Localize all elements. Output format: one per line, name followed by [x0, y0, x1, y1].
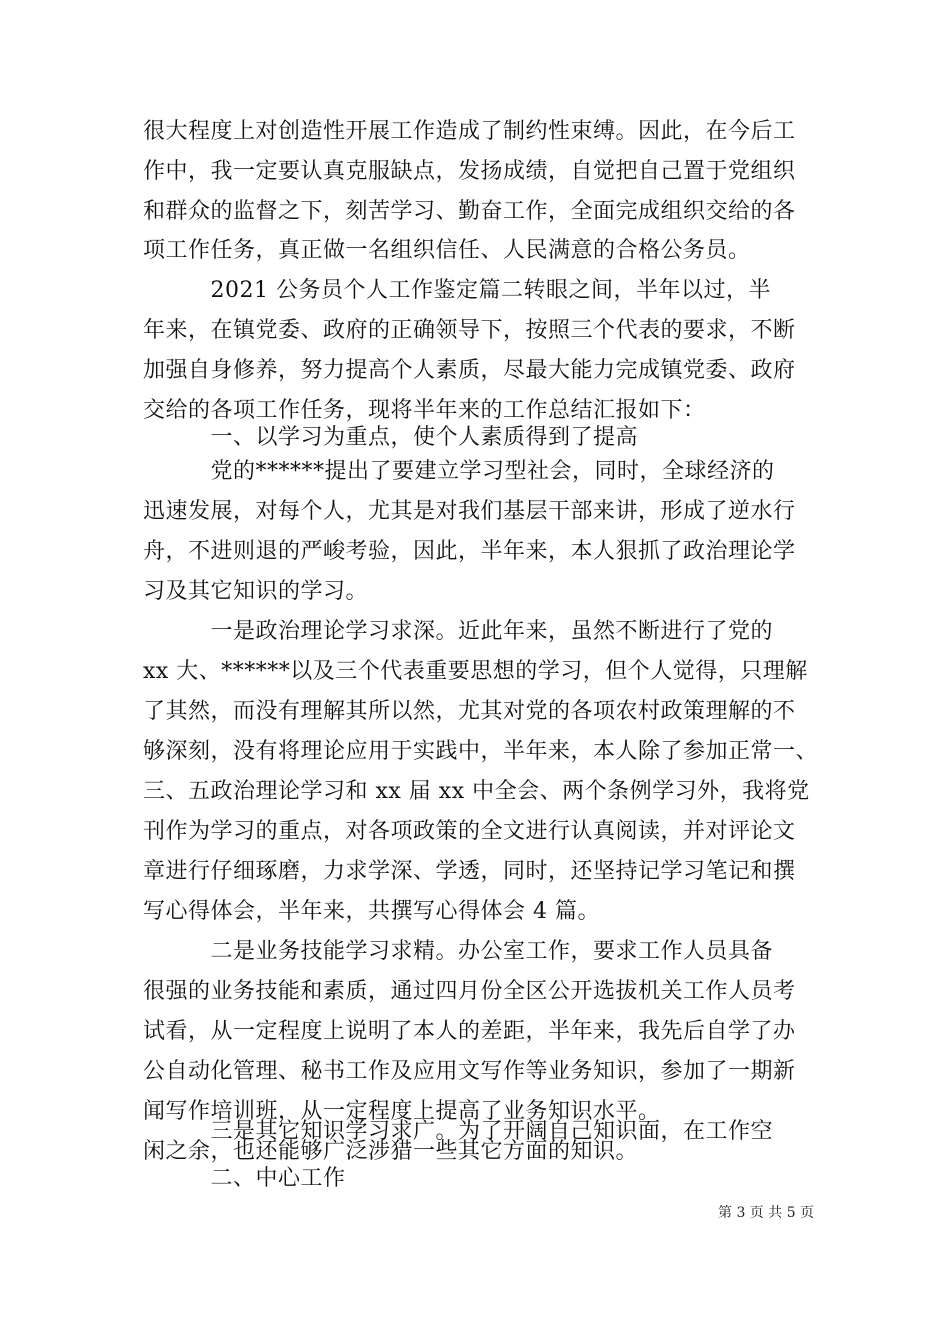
- section-heading: 一、以学习为重点，使个人素质得到了提高: [143, 425, 639, 450]
- text-line: xx 大、******以及三个代表重要思想的学习，但个人觉得，只理解: [143, 659, 808, 684]
- text-line: 试看，从一定程度上说明了本人的差距，半年来，我先后自学了办: [143, 1019, 796, 1044]
- text-line: 三、五政治理论学习和 xx 届 xx 中全会、两个条例学习外，我将党: [143, 779, 810, 804]
- text-line: 很强的业务技能和素质，通过四月份全区公开选拔机关工作人员考: [143, 979, 796, 1004]
- text-line: 二是业务技能学习求精。办公室工作，要求工作人员具备: [143, 939, 774, 964]
- text-line: 项工作任务，真正做一名组织信任、人民满意的合格公务员。: [143, 238, 751, 263]
- text-line: 迅速发展，对每个人，尤其是对我们基层干部来讲，形成了逆水行: [143, 499, 796, 524]
- text-line: 习及其它知识的学习。: [143, 579, 369, 604]
- text-line: 和群众的监督之下，刻苦学习、勤奋工作，全面完成组织交给的各: [143, 199, 796, 224]
- text-line: 很大程度上对创造性开展工作造成了制约性束缚。因此，在今后工: [143, 119, 796, 144]
- text-line: 刊作为学习的重点，对各项政策的全文进行认真阅读，并对评论文: [143, 819, 796, 844]
- text-line: 一是政治理论学习求深。近此年来，虽然不断进行了党的: [143, 619, 774, 644]
- text-line: 够深刻，没有将理论应用于实践中，半年来，本人除了参加正常一、: [143, 739, 819, 764]
- text-line: 2021 公务员个人工作鉴定篇二转眼之间，半年以过，半: [143, 278, 771, 303]
- page-number: 第 3 页 共 5 页: [718, 1205, 815, 1221]
- text-line: 舟，不进则退的严峻考验，因此，半年来，本人狠抓了政治理论学: [143, 539, 796, 564]
- text-line: 了其然，而没有理解其所以然，尤其对党的各项农村政策理解的不: [143, 699, 796, 724]
- text-line: 公自动化管理、秘书工作及应用文写作等业务知识，参加了一期新: [143, 1059, 796, 1084]
- text-line: 加强自身修养，努力提高个人素质，尽最大能力完成镇党委、政府: [143, 358, 796, 383]
- text-line: 党的******提出了要建立学习型社会，同时，全球经济的: [143, 459, 775, 484]
- text-line: 写心得体会，半年来，共撰写心得体会 4 篇。: [143, 899, 600, 924]
- text-line: 章进行仔细琢磨，力求学深、学透，同时，还坚持记学习笔记和撰: [143, 859, 796, 884]
- text-line: 作中，我一定要认真克服缺点，发扬成绩，自觉把自己置于党组织: [143, 159, 796, 184]
- text-line: 交给的各项工作任务，现将半年来的工作总结汇报如下：: [143, 398, 706, 423]
- text-line: 三是其它知识学习求广。为了开阔自己知识面，在工作空: [143, 1119, 774, 1144]
- section-heading: 二、中心工作: [143, 1166, 346, 1191]
- text-line: 年来，在镇党委、政府的正确领导下，按照三个代表的要求，不断: [143, 318, 796, 343]
- text-line: 闻写作培训班，从一定程度上提高了业务知识水平。: [143, 1099, 661, 1124]
- text-line: 闲之余，也还能够广泛涉猎一些其它方面的知识。: [143, 1139, 639, 1164]
